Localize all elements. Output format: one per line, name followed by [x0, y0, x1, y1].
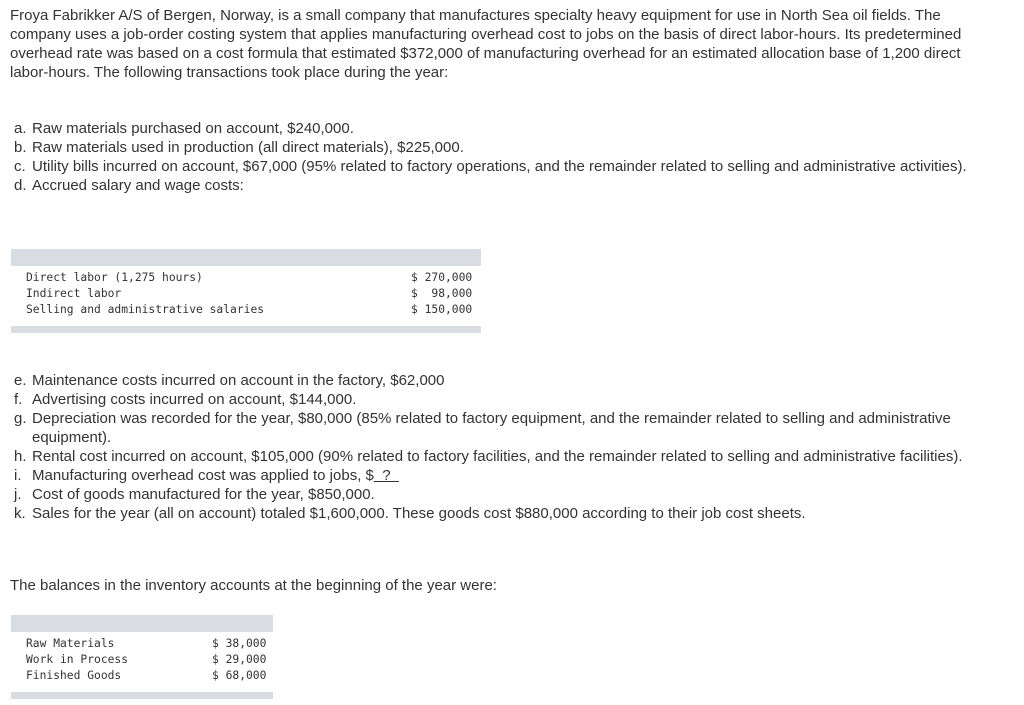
- transaction-item: [14, 119, 1004, 138]
- transaction-item: [14, 371, 1004, 390]
- item-text: Advertising costs incurred on account, $144,000.: [32, 391, 357, 408]
- item-marker: e.: [14, 372, 27, 389]
- transaction-item: [14, 447, 1004, 466]
- transaction-item: [14, 409, 1004, 447]
- transaction-item: [14, 176, 1004, 195]
- table-row: [11, 302, 481, 318]
- transactions-list-a: [14, 119, 1004, 195]
- transaction-item: [14, 466, 1004, 485]
- item-text: Depreciation was recorded for the year, $80,000 (85% related to factory equipment, and the remainder related to selling and administrative equipment).: [32, 410, 951, 446]
- problem-intro: Froya Fabrikker A/S of Bergen, Norway, is a small company that manufactures specialty heavy equipment for use in North Sea oil fields. The company uses a job-order costing system that applies manufacturing overhead cost to jobs on the basis of direct labor-hours. Its predetermined overhead rate was based on a cost formula that estimated $372,000 of manufacturing overhead for an estimated allocation base of 1,200 direct labor-hours. The following transactions took place during the year:: [10, 7, 962, 81]
- item-marker: f.: [14, 391, 23, 408]
- answer-blank: ?: [373, 467, 399, 484]
- table-row: [11, 286, 481, 302]
- row-value: $ 68,000: [212, 669, 267, 682]
- row-label: Work in Process: [26, 653, 129, 666]
- table-row: [11, 668, 273, 684]
- item-marker: d.: [14, 177, 27, 194]
- wage-costs-table: [11, 249, 481, 333]
- item-marker: b.: [14, 139, 27, 156]
- transaction-item: [14, 504, 1004, 523]
- table-row: [11, 636, 273, 652]
- item-marker: i.: [14, 467, 22, 484]
- item-text: Utility bills incurred on account, $67,000 (95% related to factory operations, and the remainder related to selling and administrative activities).: [32, 158, 967, 175]
- transaction-item: [14, 157, 1004, 176]
- row-value: $ 38,000: [212, 637, 267, 650]
- table-header-bar: [11, 615, 273, 632]
- transaction-item: [14, 390, 1004, 409]
- row-label: Direct labor (1,275 hours): [26, 271, 203, 284]
- item-marker: j.: [14, 486, 22, 503]
- item-text: Raw materials purchased on account, $240,000.: [32, 120, 354, 137]
- item-marker: h.: [14, 448, 27, 465]
- item-text: Sales for the year (all on account) totaled $1,600,000. These goods cost $880,000 according to their job cost sheets.: [32, 505, 806, 522]
- transaction-item: [14, 138, 1004, 157]
- item-marker: g.: [14, 410, 27, 427]
- inventory-balances-table: [11, 615, 273, 699]
- transactions-list-b: [14, 371, 1004, 523]
- row-label: Indirect labor: [26, 287, 122, 300]
- row-value: $ 270,000: [411, 271, 473, 284]
- row-value: $ 29,000: [212, 653, 267, 666]
- row-label: Selling and administrative salaries: [26, 303, 265, 316]
- item-text: Cost of goods manufactured for the year, $850,000.: [32, 486, 375, 503]
- transaction-item: [14, 485, 1004, 504]
- table-row: [11, 652, 273, 668]
- item-text: Maintenance costs incurred on account in the factory, $62,000: [32, 372, 445, 389]
- item-text: Rental cost incurred on account, $105,000 (90% related to factory facilities, and the remainder related to selling and administrative facilities).: [32, 448, 963, 465]
- item-text: Accrued salary and wage costs:: [32, 177, 244, 194]
- item-text: Manufacturing overhead cost was applied to jobs, $: [32, 467, 374, 484]
- row-label: Raw Materials: [26, 637, 115, 650]
- row-value: $ 150,000: [411, 303, 473, 316]
- table-footer-bar: [11, 692, 273, 699]
- row-value: $ 98,000: [411, 287, 473, 300]
- table-footer-bar: [11, 326, 481, 333]
- item-marker: k.: [14, 505, 26, 522]
- table-row: [11, 270, 481, 286]
- item-marker: a.: [14, 120, 27, 137]
- table-header-bar: [11, 249, 481, 266]
- row-label: Finished Goods: [26, 669, 122, 682]
- balances-intro: The balances in the inventory accounts at the beginning of the year were:: [10, 577, 497, 594]
- item-marker: c.: [14, 158, 26, 175]
- item-text: Raw materials used in production (all direct materials), $225,000.: [32, 139, 464, 156]
